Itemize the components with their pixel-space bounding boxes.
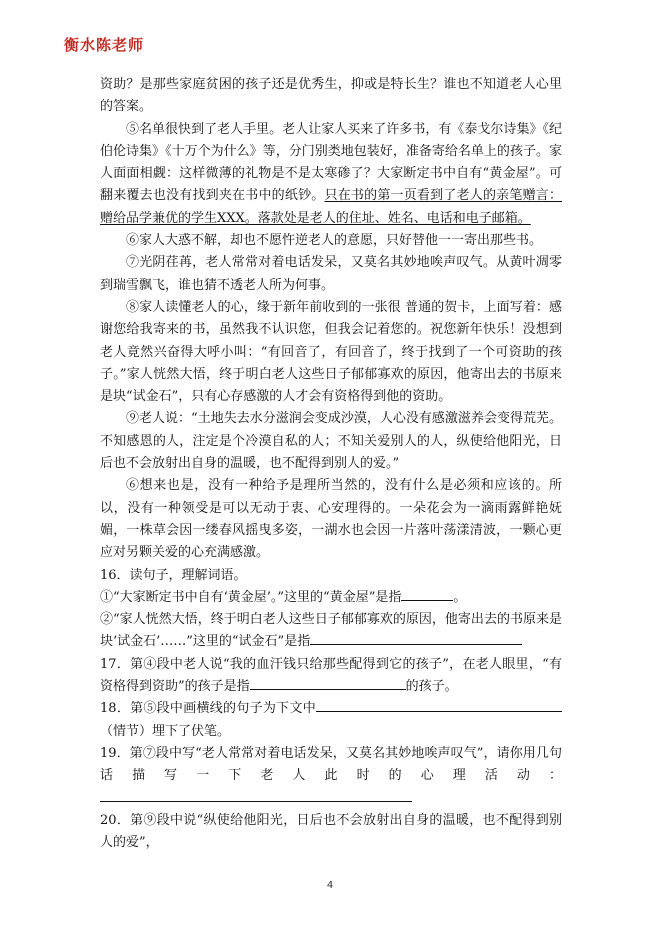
answer-blank[interactable] (250, 676, 406, 690)
question-16-1 (100, 587, 562, 609)
question-16-1-text: ①“大家断定书中自有‘黄金屋’。”这里的“黄金屋”是指 (100, 589, 402, 605)
answer-blank[interactable] (100, 788, 412, 802)
paragraph-10: ⑥想来也是，没有一种给予是理所当然的，没有什么是必须和应该的。所以，没有一种领受是可以无动于衷、心安理得的。一朵花会为一滴雨露鲜艳妩媚，一株草会因一缕春风摇曳多姿，一湖水也会因一片落叶荡漾清波，一颗心更应对另颗关爱的心充满感激。 (100, 478, 562, 561)
question-16-2 (100, 609, 562, 654)
question-17 (100, 654, 562, 699)
answer-blank[interactable] (401, 587, 453, 601)
paragraph-5-text: ⑤名单很快到了老人手里。老人让家人买来了许多书，有《泰戈尔诗集》《纪伯伦诗集》《十万个为什么》等，分门别类地包装好，准备寄给名单上的孩子。家人面面相觑：这样微薄的礼物是不是太寒碜了？大家断定书中自有“黄金屋”。可翻来覆去也没有找到夹在书中的纸钞。 (100, 121, 562, 204)
paragraph-7: ⑦光阴荏苒，老人常常对着电话发呆，又莫名其妙地唉声叹气。从黄叶凋零到瑞雪飘飞，谁也猜不透老人所为何事。 (100, 255, 562, 293)
paragraph-continued: 资助？是那些家庭贫困的孩子还是优秀生，抑或是特长生？谁也不知道老人心里的答案。 (100, 77, 562, 115)
question-16: 16．读句子，理解词语。 (100, 567, 247, 583)
question-18 (100, 698, 562, 743)
question-18-end: （情节）埋下了伏笔。 (100, 723, 231, 739)
question-17-end: 的孩子。 (405, 679, 458, 695)
question-19-text: 19．第⑦段中写“老人常常对着电话发呆，又莫名其妙地唉声叹气”，请你用几句话描写一下老人此时的心理活动： (100, 745, 562, 784)
question-16-1-end: 。 (453, 589, 467, 605)
answer-blank[interactable] (316, 698, 562, 712)
question-16-2-text: ②“家人恍然大悟，终于明白老人这些日子郁郁寡欢的原因，他寄出去的书原来是块‘试金石’……”这里的“试金石”是指 (100, 612, 562, 650)
paragraph-9: ⑨老人说：“土地失去水分滋润会变成沙漠，人心没有感激滋养会变得荒芜。不知感恩的人，注定是个冷漠自私的人；不知关爱别人的人，纵使给他阳光，日后也不会放射出自身的温暖，也不配得到别人的爱。” (100, 411, 562, 472)
question-17-text: 17．第④段中老人说“我的血汗钱只给那些配得到它的孩子”，在老人眼里，“有资格得到资助”的孩子是指 (100, 656, 562, 695)
paragraph-8: ⑧家人读懂老人的心，缘于新年前收到的一张很 普通的贺卡，上面写着：感谢您给我寄来的书，虽然我不认识您，但我会记着您的。祝您新年快乐！没想到老人竟然兴奋得大呼小叫：“有回音了，有回音了，终于找到了一个可资助的孩子。”家人恍然大悟，终于明白老人这些日子郁郁寡欢的原因，他寄出去的书原来是块“试金石”，只有心存感激的人才会有资格得到他的资助。 (100, 299, 562, 405)
header-brand: 衡水陈老师 (64, 36, 145, 54)
page-number: 4 (326, 880, 334, 891)
answer-blank[interactable] (310, 631, 522, 645)
questions (100, 565, 562, 855)
question-18-text: 18．第⑤段中画横线的句子为下文中 (100, 701, 316, 717)
question-20: 20．第⑨段中说“纵使给他阳光，日后也不会放射出自身的温暖，也不配得到别人的爱”， (100, 812, 562, 851)
passage-content (100, 74, 562, 854)
underlined-sentence: 只在书的第一页看到了老人的亲笔赠言：赠给品学兼优的学生XXX。落款处是老人的住址、姓名、电话和电子邮箱。 (100, 188, 562, 226)
paragraph-6: ⑥家人大惑不解，却也不愿忤逆老人的意愿，只好替他一一寄出那些书。 (126, 233, 543, 249)
paragraph-5 (100, 119, 562, 230)
question-19 (100, 743, 562, 810)
